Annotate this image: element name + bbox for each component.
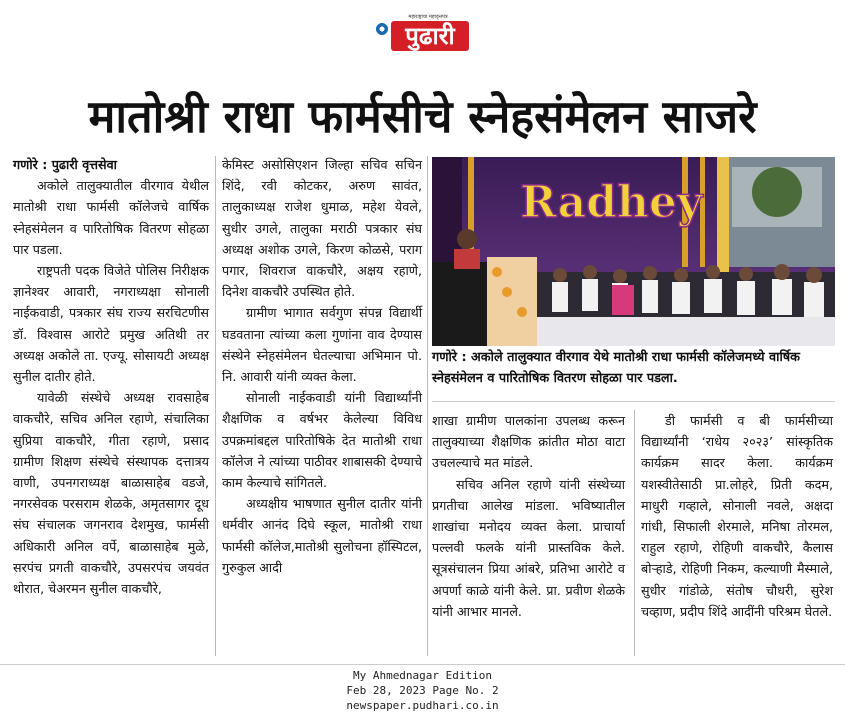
paragraph: सोनाली नाईकवाडी यांनी विद्यार्थ्यांनी शैक्षणिक व वर्षभर केलेल्या विविध उपक्रमांबद्दल पारितोषिके देत मातोश्री राधा कॉलेज ने त्यांच्या पाठीवर शाबासकी देण्याचे काम केल्याचे सांगितले. (222, 390, 422, 491)
pudhari-logo (375, 10, 471, 56)
paragraph: केमिस्ट असोसिएशन जिल्हा सचिव सचिन शिंदे, रवी कोटकर, अरुण सावंत, तालुकाध्यक्ष राजेश धुमाळ, महेश येवले, सुधीर उगले, तालुका मराठी पत्रकार संघ अध्यक्ष अशोक उगले, किरण कोळसे, पराग पगार, शिवराज वाकचौरे, अक्षय रहाणे, दिनेश वाकचौरे उपस्थित होते. (222, 157, 422, 300)
logo-tagline: महाराष्ट्राचा महावृत्तपत्र (408, 14, 448, 20)
paragraph: यावेळी संस्थेचे अध्यक्ष रावसाहेब वाकचौरे, सचिव अनिल रहाणे, संचालिका सुप्रिया वाकचौरे, गीता रहाणे, प्रसाद ग्रामीण शिक्षण संस्थेचे संस्थापक दत्तात्रय वाणी, उपनगराध्यक्ष बाळासाहेब वडजे, नगरसेवक परसराम शेळके, अमृतसागर दूध संघ संचालक जगनराव देशमुख, फार्मसी अधिकारी अनिल वर्पे, बाळासाहेब मुळे, सरपंच प्रगती वाकचौरे, उपसरपंच जयवंत थोरात, चेअरमन सुनील वाकचौरे, (13, 390, 209, 597)
site-link[interactable]: newspaper.pudhari.co.in (346, 699, 499, 712)
article-column-1 (13, 154, 209, 599)
article-column-3 (432, 410, 625, 622)
article-column-2 (222, 154, 422, 578)
article-column-4 (641, 410, 833, 622)
paragraph: सचिव अनिल रहाणे यांनी संस्थेच्या प्रगतीचा आलेख मांडला. भविष्यातील शाखांचा मनोदय व्यक्त केला. प्राचार्या पल्लवी फलके यांनी प्रास्तविक केले. सूत्रसंचालन प्रिया आंबरे, प्रतिभा आरोटे व अपर्णा काळे यांनी केले. प्रा. प्रवीण शेळके यांनी आभार मानले. (432, 476, 625, 619)
event-photo (432, 157, 835, 346)
page-footer (0, 668, 845, 717)
logo-emblem-icon (375, 22, 389, 36)
masthead (0, 0, 845, 70)
paragraph: अकोले तालुक्यातील वीरगाव येथील मातोश्री राधा फार्मसी कॉलेजचे वार्षिक स्नेहसंमेलन व पारितोषिक वितरण सोहळा पार पडला. (13, 178, 209, 257)
footer-rule (0, 664, 845, 665)
paragraph: अध्यक्षीय भाषणात सुनील दातीर यांनी धर्मवीर आनंद दिघे स्कूल, मातोश्री राधा फार्मसी कॉलेज,मातोश्री सुलोचना हॉस्पिटल, गुरुकुल आदी (222, 496, 422, 575)
byline: गणोरे : पुढारी वृत्तसेवा (13, 157, 117, 172)
logo-text: पुढारी (391, 21, 469, 51)
article-headline: मातोश्री राधा फार्मसीचे स्नेहसंमेलन साजरे (88, 90, 757, 143)
column-divider (215, 156, 216, 656)
column-divider (634, 410, 635, 656)
paragraph: राष्ट्रपती पदक विजेते पोलिस निरीक्षक ज्ञानेश्वर आवारी, नगराध्यक्षा सोनाली नाईकवाडी, पत्रकार संघ राज्य सरचिटणीस डॉ. विश्वास आरोटे प्रमुख अतिथी तर अध्यक्ष अकोले ता. एज्यू. सोसायटी अध्यक्ष सुनील दातीर होते. (13, 263, 209, 385)
column-divider (427, 156, 428, 656)
date-page-label: Feb 28, 2023 Page No. 2 (346, 684, 499, 697)
photo-banner-text: Radhey (520, 177, 703, 228)
caption-rule (432, 401, 835, 402)
edition-label: My Ahmednagar Edition (352, 669, 493, 682)
paragraph: डी फार्मसी व बी फार्मसीच्या विद्यार्थ्यांनी ‘राधेय २०२३’ सांस्कृतिक कार्यक्रम सादर केला. कार्यक्रम यशस्वीतेसाठी प्रा.लोहरे, प्रिती कदम, माधुरी गव्हाले, सोनाली नवले, अक्षदा गांधी, सिफाली शेरमाले, मनिषा तोरमल, राहुल रहाणे, रोहिणी वाकचौरे, कैलास बोऱ्हाडे, रोहिणी निकम, कल्याणी मैस्माले, सुधीर गांडोळे, संतोष चौधरी, सुरेश चव्हाण, प्रदीप शिंदे आदींनी परिश्रम घेतले. (641, 413, 833, 619)
paragraph: शाखा ग्रामीण पालकांना उपलब्ध करून तालुक्याच्या शैक्षणिक क्रांतीत मोठा वाटा उचलल्याचे मत मांडले. (432, 413, 625, 471)
photo-caption: गणोरे : अकोले तालुक्यात वीरगाव येथे मातोश्री राधा फार्मसी कॉलेजमध्ये वार्षिक स्नेहसंमेलन व पारितोषिक वितरण सोहळा पार पडला. (432, 350, 800, 386)
paragraph: ग्रामीण भागात सर्वगुण संपन्न विद्यार्थी घडवताना त्यांच्या कला गुणांना वाव देण्यास संस्थेने स्नेहसंमेलन घेतल्याचा अभिमान पो. नि. आवारी यांनी व्यक्त केला. (222, 305, 422, 385)
